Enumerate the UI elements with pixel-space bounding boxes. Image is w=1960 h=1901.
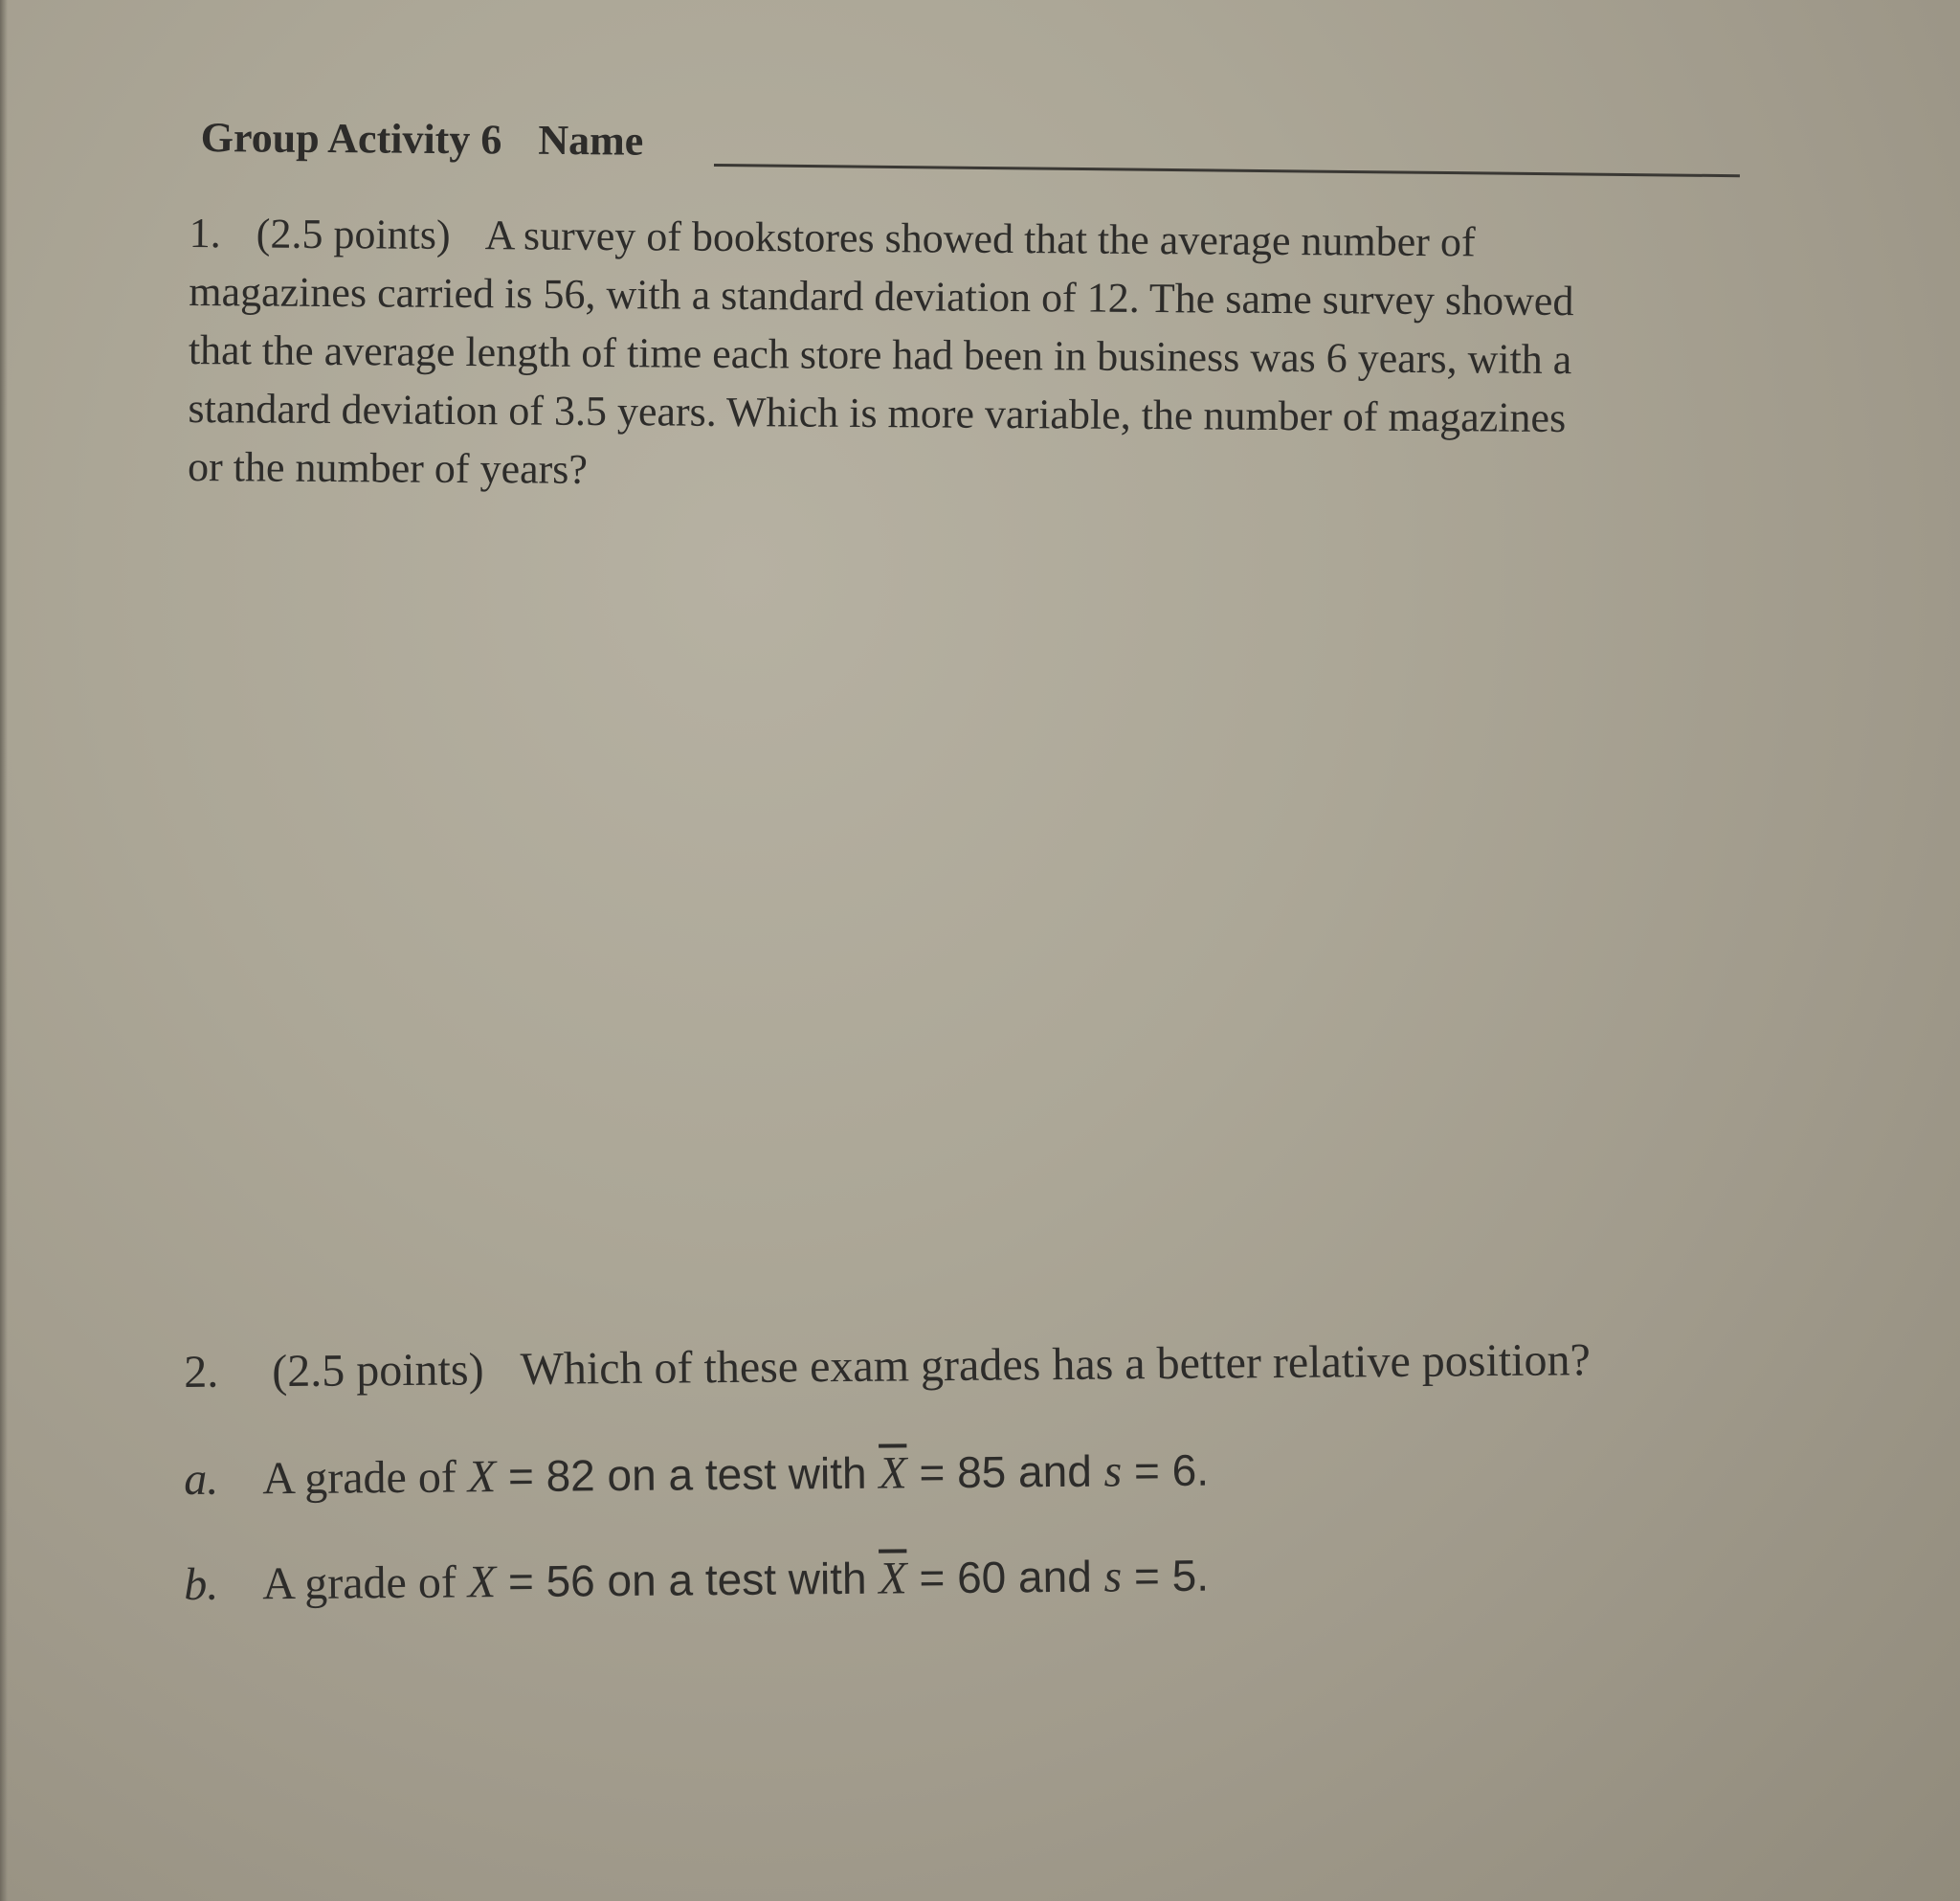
- question-1-number: 1.: [189, 209, 221, 257]
- question-2: [184, 1333, 1591, 1398]
- page-shadow-edge: [0, 0, 8, 1901]
- worksheet-header: [201, 113, 644, 166]
- name-blank-line: [714, 164, 1740, 177]
- part-end: = 5.: [1122, 1550, 1210, 1601]
- question-2-points: (2.5 points): [272, 1344, 484, 1398]
- part-prefix: A grade of: [262, 1451, 469, 1505]
- question-1-text-line: standard deviation of 3.5 years. Which is more variable, the number of magazines: [188, 384, 1567, 442]
- part-end: = 6.: [1122, 1444, 1210, 1496]
- question-1-text-line: that the average length of time each store had been in business was 6 years, with a: [188, 325, 1572, 384]
- mean-symbol: $\overline{X}$: [879, 1553, 907, 1604]
- question-1-text-line: or the number of years?: [187, 442, 589, 493]
- part-prefix: A grade of: [262, 1556, 469, 1610]
- name-label: Name: [538, 116, 644, 165]
- question-2-number: 2.: [184, 1346, 219, 1398]
- question-1-text-line: A survey of bookstores showed that the average number of: [484, 212, 1476, 266]
- mean-symbol: $\overline{X}$: [879, 1447, 907, 1499]
- part-mid: = 82 on a test with: [495, 1447, 880, 1502]
- part-suffix: = 85 and: [906, 1445, 1104, 1498]
- question-1-points: (2.5 points): [256, 210, 451, 258]
- variable-x: X: [467, 1556, 497, 1608]
- activity-title: Group Activity 6: [200, 113, 502, 164]
- question-1: [188, 204, 1836, 507]
- part-suffix: = 60 and: [906, 1551, 1104, 1603]
- part-letter: b.: [184, 1558, 219, 1610]
- part-letter: a.: [184, 1453, 219, 1505]
- s-symbol: s: [1103, 1445, 1123, 1497]
- question-2-part-b: [184, 1550, 1209, 1611]
- s-symbol: s: [1103, 1551, 1123, 1602]
- question-2-text: Which of these exam grades has a better relative position?: [520, 1334, 1591, 1395]
- variable-x: X: [467, 1451, 497, 1503]
- question-1-text-line: magazines carried is 56, with a standard deviation of 12. The same survey showed: [189, 267, 1574, 325]
- question-2-part-a: [184, 1444, 1209, 1506]
- part-mid: = 56 on a test with: [495, 1553, 880, 1607]
